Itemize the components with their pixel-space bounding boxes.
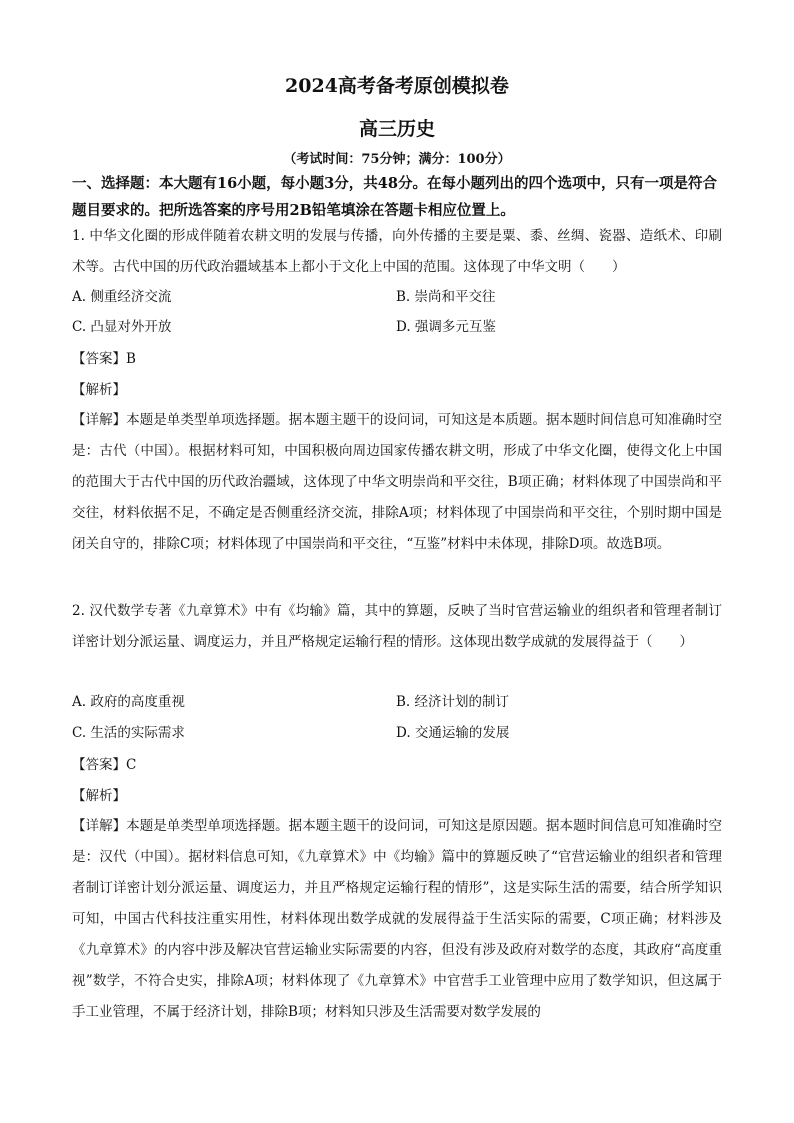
q2-option-c: C. 生活的实际需求 [72, 725, 185, 741]
q1-option-a: A. 侧重经济交流 [72, 289, 172, 305]
subject-title: 高三历史 [358, 118, 435, 140]
q1-answer: 【答案】B [72, 351, 136, 367]
q1-option-c: C. 凸显对外开放 [72, 319, 172, 335]
exam-title: 2024高考备考原创模拟卷 [285, 75, 509, 97]
q1-option-b: B. 崇尚和平交往 [396, 289, 496, 305]
q1-detail: 【详解】本题是单类型单项选择题。据本题主题干的设问词，可知这是本质题。据本题时间信息可知准确时空是：古代（中国）。根据材料可知，中国积极向周边国家传播农耕文明，形成了中华文化圈，使得文化上中国的范围大于古代中国的历代政治疆域，这体现了中华文明崇尚和平交往，B项正确；材料体现了中国崇尚和平交往，材料依据不足，不确定是否侧重经济交流，排除A项；材料体现了中国崇尚和平交往，个别时期中国是闭关自守的，排除C项；材料体现了中国崇尚和平交往，“互鉴”材料中未体现，排除D项。故选B项。 [72, 412, 722, 552]
q1-option-d: D. 强调多元互鉴 [396, 319, 496, 335]
q1-analysis-label: 【解析】 [72, 382, 126, 398]
q2-option-d: D. 交通运输的发展 [396, 725, 510, 741]
q2-option-b: B. 经济计划的制订 [396, 694, 510, 710]
section-instructions: 一、选择题：本大题有16小题，每小题3分，共48分。在每小题列出的四个选项中，只有一项是符合题目要求的。把所选答案的序号用2B铅笔填涂在答题卡相应位置上。 [72, 175, 717, 219]
q2-answer: 【答案】C [72, 757, 137, 773]
q2-analysis-label: 【解析】 [72, 788, 126, 804]
question-1-stem: 1. 中华文化圈的形成伴随着农耕文明的发展与传播，向外传播的主要是粟、黍、丝绸、瓷器、造纸术、印刷术等。古代中国的历代政治疆域基本上都小于文化上中国的范围。这体现了中华文明（ ） [72, 228, 722, 275]
question-2-stem: 2. 汉代数学专著《九章算术》中有《均输》篇，其中的算题，反映了当时官营运输业的组织者和管理者制订详密计划分派运量、调度运力，并且严格规定运输行程的情形。这体现出数学成就的发展得益于（ ） [72, 603, 722, 650]
q2-detail: 【详解】本题是单类型单项选择题。据本题主题干的设问词，可知这是原因题。据本题时间信息可知准确时空是：汉代（中国）。据材料信息可知，《九章算术》中《均输》篇中的算题反映了“官营运输业的组织者和管理者制订详密计划分派运量、调度运力，并且严格规定运输行程的情形”，这是实际生活的需要，结合所学知识可知，中国古代科技注重实用性，材料体现出数学成就的发展得益于生活实际的需要，C项正确；材料涉及《九章算术》的内容中涉及解决官营运输业实际需要的内容，但没有涉及政府对数学的态度，其政府“高度重视”数学，不符合史实，排除A项；材料体现了《九章算术》中官营手工业管理中应用了数学知识，但这属于手工业管理，不属于经济计划，排除B项；材料知只涉及生活需要对数学发展的 [72, 818, 722, 1020]
exam-info: （考试时间：75分钟；满分：100分） [283, 152, 511, 167]
q2-option-a: A. 政府的高度重视 [72, 694, 185, 710]
